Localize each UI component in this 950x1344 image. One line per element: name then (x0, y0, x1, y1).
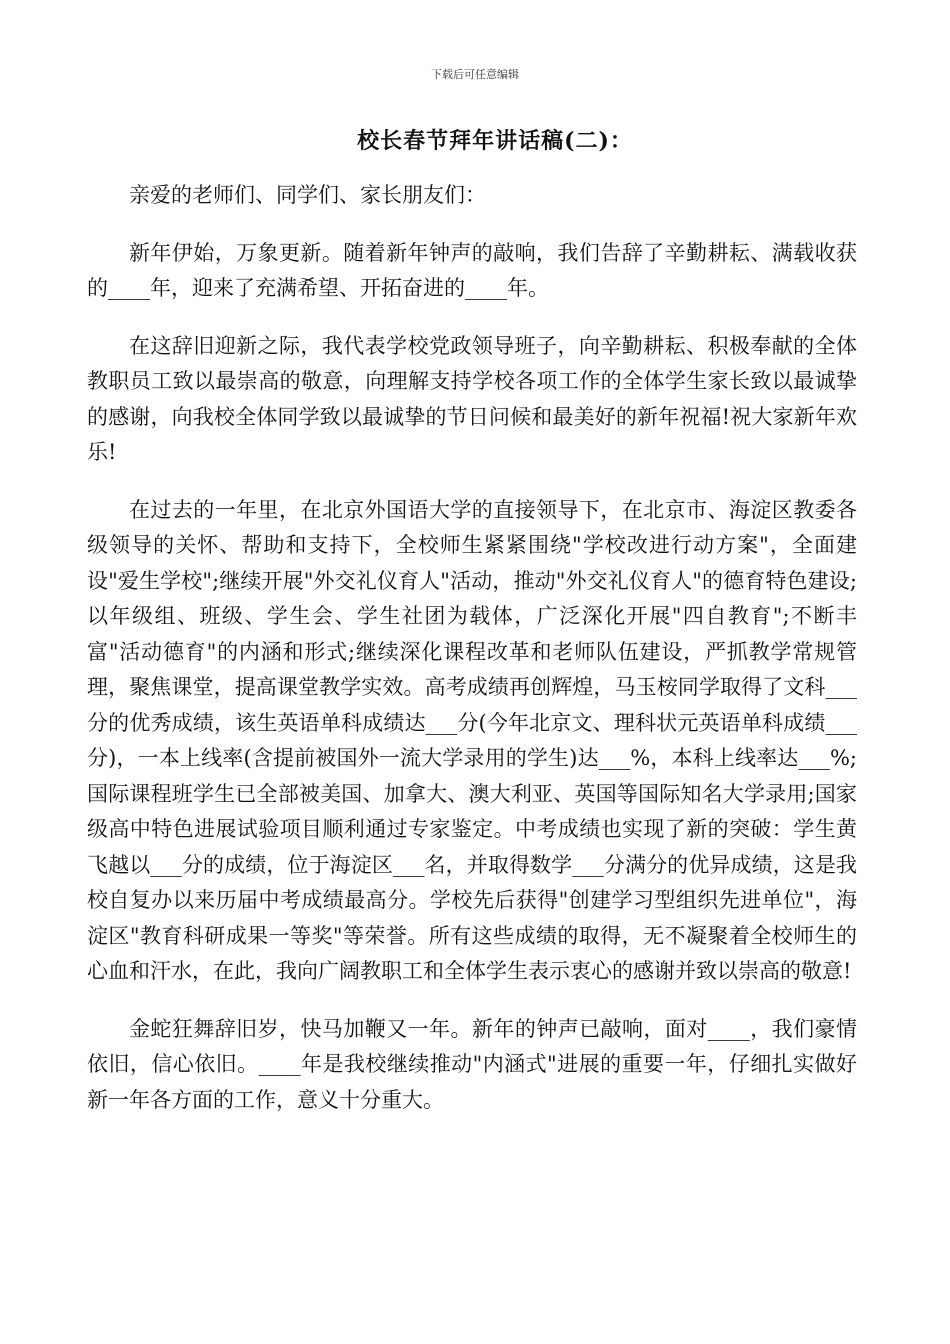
body-paragraph: 金蛇狂舞辞旧岁，快马加鞭又一年。新年的钟声已敲响，面对____，我们豪情依旧，信心依旧。____年是我校继续推动"内涵式"进展的重要一年，仔细扎实做好新一年各方面的工作，意义十分重大。 (87, 1016, 857, 1112)
body-paragraph: 在这辞旧迎新之际，我代表学校党政领导班子，向辛勤耕耘、积极奉献的全体教职员工致以最崇高的敬意，向理解支持学校各项工作的全体学生家长致以最诚挚的感谢，向我校全体同学致以最诚挚的节日问候和最美好的新年祝福!祝大家新年欢乐! (87, 333, 857, 464)
body-paragraph: 新年伊始，万象更新。随着新年钟声的敲响，我们告辞了辛勤耕耘、满载收获的____年，迎来了充满希望、开拓奋进的____年。 (87, 240, 857, 300)
salutation-paragraph: 亲爱的老师们、同学们、家长朋友们： (129, 183, 486, 207)
document-body (87, 178, 857, 1140)
body-paragraph: 在过去的一年里，在北京外国语大学的直接领导下，在北京市、海淀区教委各级领导的关怀、帮助和支持下，全校师生紧紧围绕"学校改进行动方案"，全面建设"爱生学校";继续开展"外交礼仪育人"活动，推动"外交礼仪育人"的德育特色建设;以年级组、班级、学生会、学生社团为载体，广泛深化开展"四自教育";不断丰富"活动德育"的内涵和形式;继续深化课程改革和老师队伍建设，严抓教学常规管理，聚焦课堂，提高课堂教学实效。高考成绩再创辉煌，马玉桉同学取得了文科___分的优秀成绩，该生英语单科成绩达___分(今年北京文、理科状元英语单科成绩___分)，一本上线率(含提前被国外一流大学录用的学生)达___%，本科上线率达___%;国际课程班学生已全部被美国、加拿大、澳大利亚、英国等国际知名大学录用;国家级高中特色进展试验项目顺利通过专家鉴定。中考成绩也实现了新的突破：学生黄飞越以___分的成绩，位于海淀区___名，并取得数学___分满分的优异成绩，这是我校自复办以来历届中考成绩最高分。学校先后获得"创建学习型组织先进单位"，海淀区"教育科研成果一等奖"等荣誉。所有这些成绩的取得，无不凝聚着全校师生的心血和汗水，在此，我向广阔教职工和全体学生表示衷心的感谢并致以崇高的敬意! (87, 497, 857, 983)
document-title: 校长春节拜年讲话稿(二)： (357, 128, 633, 154)
header-note: 下载后可任意编辑 (431, 68, 519, 81)
